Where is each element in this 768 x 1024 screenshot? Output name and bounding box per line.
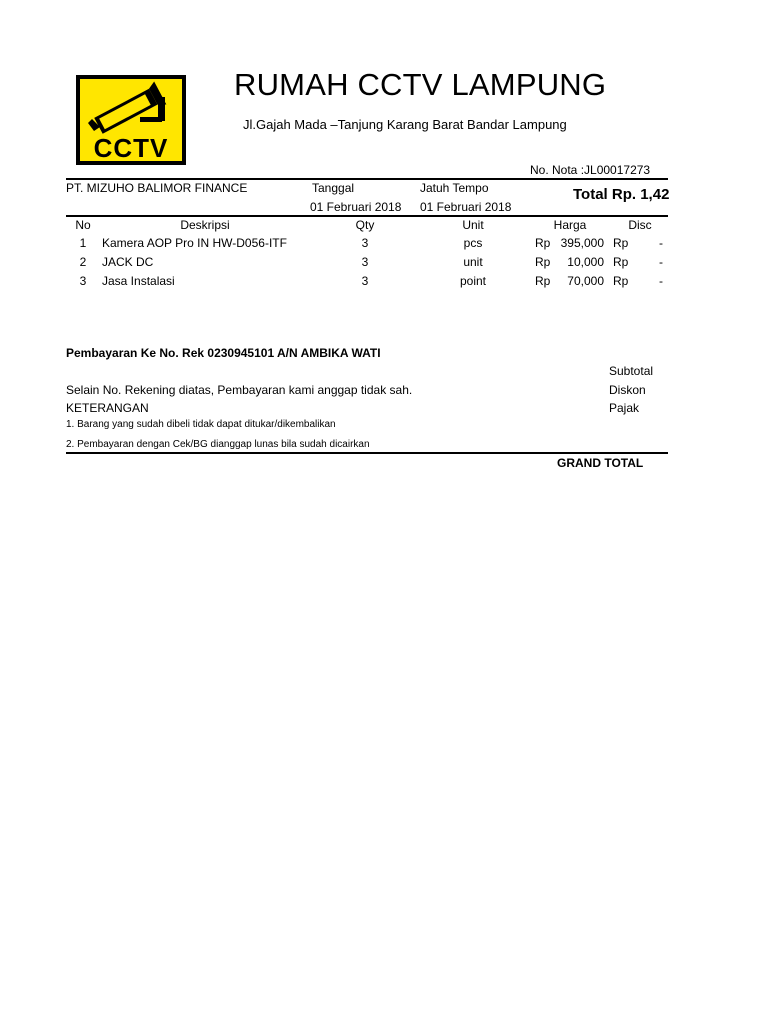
col-disc-header: Disc (628, 218, 652, 232)
row-harga-currency: Rp (535, 236, 551, 250)
diskon-label: Diskon (609, 383, 646, 397)
row-qty: 3 (361, 255, 369, 269)
payment-account: Pembayaran Ke No. Rek 0230945101 A/N AMBIKA WATI (66, 346, 381, 360)
row-unit: pcs (463, 236, 483, 250)
company-address: Jl.Gajah Mada –Tanjung Karang Barat Bandar Lampung (243, 117, 567, 132)
row-disc-currency: Rp (613, 274, 629, 288)
tanggal-label: Tanggal (312, 181, 355, 195)
table-header-divider (66, 215, 668, 217)
logo-cctv-text: CCTV (93, 133, 169, 163)
logo-background (80, 79, 182, 161)
row-deskripsi: JACK DC (102, 255, 154, 269)
company-title: RUMAH CCTV LAMPUNG (234, 67, 607, 102)
header-divider (66, 178, 668, 180)
col-unit-header: Unit (462, 218, 484, 232)
cctv-logo (76, 75, 186, 165)
col-deskripsi-header: Deskripsi (180, 218, 230, 232)
tanggal-value: 01 Februari 2018 (310, 200, 402, 214)
row-disc-currency: Rp (613, 236, 629, 250)
row-qty: 3 (361, 236, 369, 250)
row-disc: - (659, 255, 663, 269)
jatuh-tempo-label: Jatuh Tempo (420, 181, 489, 195)
customer-name: PT. MIZUHO BALIMOR FINANCE (66, 181, 248, 195)
row-harga-currency: Rp (535, 255, 551, 269)
col-harga-header: Harga (553, 218, 587, 232)
security-camera-icon (80, 79, 182, 139)
invoice-number: No. Nota :JL00017273 (530, 163, 651, 177)
row-no: 3 (79, 274, 87, 288)
row-unit: unit (463, 255, 483, 269)
col-qty-header: Qty (355, 218, 375, 232)
note-item: 2. Pembayaran dengan Cek/BG dianggap lunas bila sudah dicairkan (66, 439, 370, 450)
col-no-header: No (75, 218, 91, 232)
row-deskripsi: Jasa Instalasi (102, 274, 175, 288)
keterangan-heading: KETERANGAN (66, 401, 149, 415)
row-harga-currency: Rp (535, 274, 551, 288)
row-harga: 70,000 (567, 274, 604, 288)
row-no: 1 (79, 236, 87, 250)
row-deskripsi: Kamera AOP Pro IN HW-D056-ITF (102, 236, 287, 250)
row-disc-currency: Rp (613, 255, 629, 269)
subtotal-label: Subtotal (609, 364, 654, 378)
row-disc: - (659, 236, 663, 250)
row-harga: 395,000 (560, 236, 604, 250)
note-item: 1. Barang yang sudah dibeli tidak dapat ditukar/dikembalikan (66, 419, 336, 430)
row-harga: 10,000 (567, 255, 604, 269)
pajak-label: Pajak (609, 401, 640, 415)
jatuh-tempo-value: 01 Februari 2018 (420, 200, 512, 214)
payment-warning: Selain No. Rekening diatas, Pembayaran kami anggap tidak sah. (66, 383, 413, 397)
grand-total-label: GRAND TOTAL (557, 456, 644, 470)
row-no: 2 (79, 255, 87, 269)
footer-divider (66, 452, 668, 454)
total-amount: Total Rp. 1,42 (573, 186, 670, 203)
row-qty: 3 (361, 274, 369, 288)
row-disc: - (659, 274, 663, 288)
row-unit: point (459, 274, 487, 288)
